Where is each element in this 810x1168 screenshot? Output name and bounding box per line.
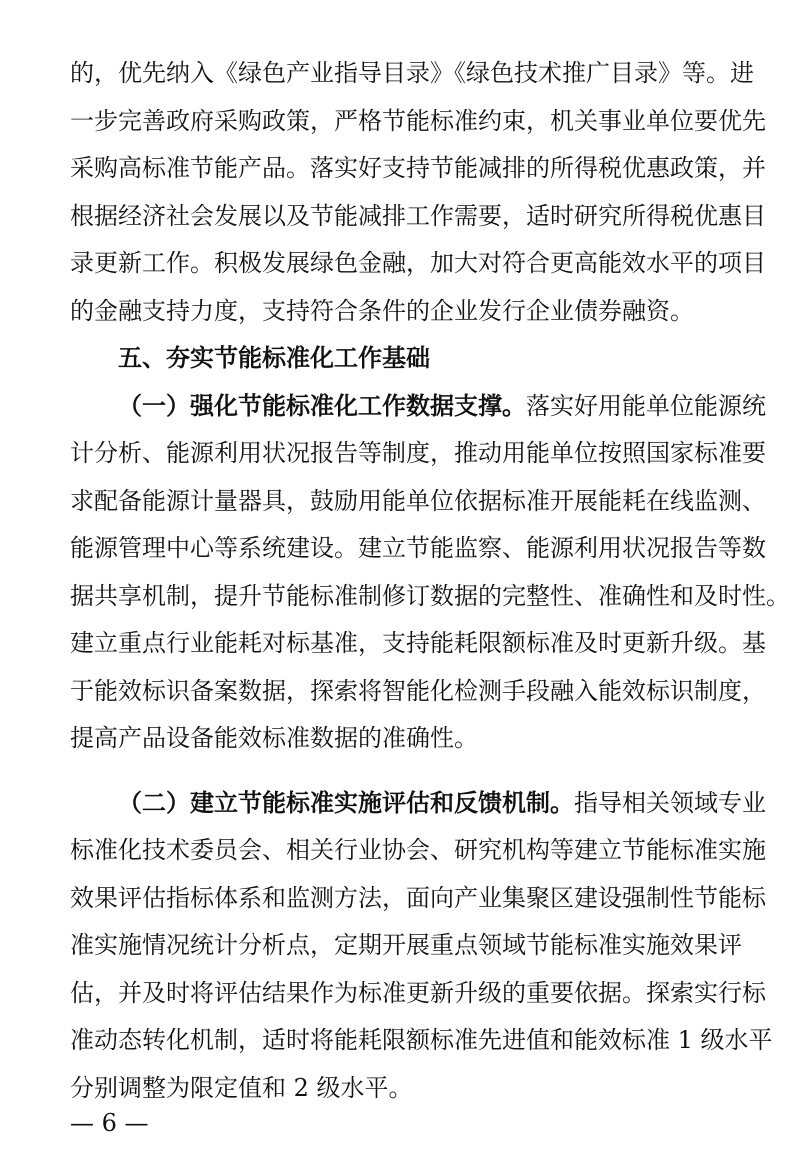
paragraph-gap (70, 763, 762, 780)
text-line: 于能效标识备案数据，探索将智能化检测手段融入能效标识制度， (70, 676, 766, 705)
text-line: 求配备能源计量器具，鼓励用能单位依据标准开展能耗在线监测、 (70, 486, 766, 515)
item-title: （二）建立节能标准实施评估和反馈机制。 (118, 788, 574, 817)
text-line: 提高产品设备能效标准数据的准确性。 (70, 724, 478, 752)
text-line: 根据经济社会发展以及节能减排工作需要，适时研究所得税优惠目 (70, 201, 766, 230)
text-line: 据共享机制，提升节能标准制修订数据的完整性、准确性和及时性。 (70, 581, 790, 610)
text-line: 一步完善政府采购政策，严格节能标准约束，机关事业单位要优先 (70, 106, 766, 135)
body-text (70, 50, 790, 1112)
section-heading: 五、夯实节能标准化工作基础 (118, 344, 430, 372)
text-line: 能源管理中心等系统建设。建立节能监察、能源利用状况报告等数 (70, 534, 766, 562)
item-title-line: （二）建立节能标准实施评估和反馈机制。 指导相关领域专业 (70, 780, 762, 828)
text-line: 计分析、能源利用状况报告等制度，推动用能单位按照国家标准要 (70, 439, 766, 467)
text-line: 估，并及时将评估结果作为标准更新升级的重要依据。探索实行标 (70, 978, 766, 1007)
text-line: 标准化技术委员会、相关行业协会、研究机构等建立节能标准实施 (70, 836, 766, 864)
text-line: 建立重点行业能耗对标基准，支持能耗限额标准及时更新升级。基 (70, 629, 766, 657)
text-line: 的，优先纳入《绿色产业指导目录》《绿色技术推广目录》等。进 (70, 59, 754, 87)
page-number: — 6 — (70, 1109, 149, 1137)
text-line: 采购高标准节能产品。落实好支持节能减排的所得税优惠政策，并 (70, 154, 766, 182)
text-line: 效果评估指标体系和监测方法，面向产业集聚区建设强制性节能标 (70, 883, 766, 912)
text-line: 分别调整为限定值和 2 级水平。 (70, 1073, 413, 1102)
text-line: 准实施情况统计分析点，定期开展重点领域节能标准实施效果评 (70, 931, 742, 959)
item-title-line: （一）强化节能标准化工作数据支撑。 落实好用能单位能源统 (70, 383, 762, 431)
text-line: 录更新工作。积极发展绿色金融，加大对符合更高能效水平的项目 (70, 249, 766, 277)
text-line: 准动态转化机制，适时将能耗限额标准先进值和能效标准 1 级水平 (70, 1026, 773, 1054)
item-title: （一）强化节能标准化工作数据支撑。 (118, 391, 526, 420)
text-line: 的金融支持力度，支持符合条件的企业发行企业债券融资。 (70, 296, 694, 325)
